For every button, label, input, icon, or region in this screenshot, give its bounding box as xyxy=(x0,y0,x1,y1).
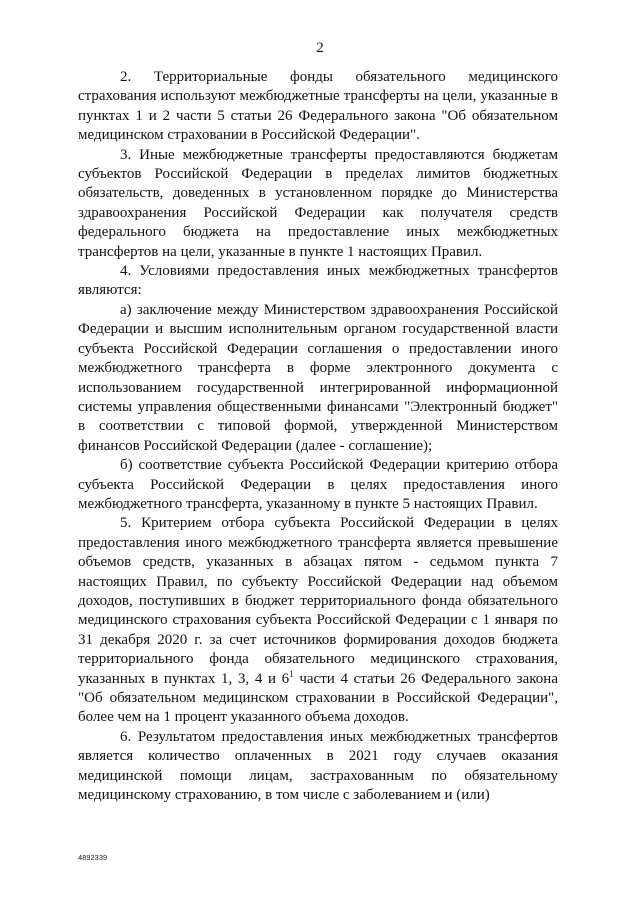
page-number: 2 xyxy=(316,40,324,56)
paragraph-4b: б) соответствие субъекта Российской Федерации критерию отбора субъекта Российской Федерации в целях предоставления иного межбюджетного трансферта, указанному в пункте 5 настоящих Правил. xyxy=(78,457,558,512)
paragraph-4: 4. Условиями предоставления иных межбюджетных трансфертов являются: xyxy=(78,263,558,299)
paragraph-4a: а) заключение между Министерством здравоохранения Российской Федерации и высшим исполнительным органом государственной власти субъекта Российской Федерации соглашения о предоставлении иного межбюджетного трансферта в форме электронного документа с использованием государственной интегрированной информационной системы управления общественными финансами "Электронный бюджет" в соответствии с типовой формой, утвержденной Министерством финансов Российской Федерации (далее - соглашение); xyxy=(78,301,558,454)
paragraph-5 xyxy=(78,514,558,727)
document-body xyxy=(78,68,558,805)
paragraph-5-head: 5. Критерием отбора субъекта Российской Федерации в целях предоставления иного межбюджетного трансферта является превышение объемов средств, указанных в абзацах пятом - седьмом пункта 7 настоящих Правил, по субъекту Российской Федерации над объемом доходов, поступивших в бюджет территориального фонда обязательного медицинского страхования субъекта Российской Федерации с 1 января по 31 декабря 2020 г. за счет источников формирования доходов бюджета территориального фонда обязательного медицинского страхования, указанных в пунктах 1, 3, 4 и 6 xyxy=(78,515,558,687)
paragraph-6: 6. Результатом предоставления иных межбюджетных трансфертов является количество оплаченных в 2021 году случаев оказания медицинской помощи лицам, застрахованным по обязательному медицинскому страхованию, в том числе с заболеванием и (или) xyxy=(78,728,558,804)
paragraph-5-tail: части 4 статьи 26 Федерального закона "Об обязательном медицинском страховании в Российской Федерации", более чем на 1 процент указанного объема доходов. xyxy=(78,670,558,726)
paragraph-3: 3. Иные межбюджетные трансферты предоставляются бюджетам субъектов Российской Федерации в пределах лимитов бюджетных обязательств, доведенных в установленном порядке до Министерства здравоохранения Российской Федерации как получателя средств федерального бюджета на предоставление иных межбюджетных трансфертов на цели, указанные в пункте 1 настоящих Правил. xyxy=(78,146,558,260)
document-id: 4892339 xyxy=(78,853,108,862)
superscript-1: 1 xyxy=(289,668,294,679)
paragraph-2: 2. Территориальные фонды обязательного медицинского страхования используют межбюджетные трансферты на цели, указанные в пунктах 1 и 2 части 5 статьи 26 Федерального закона "Об обязательном медицинском страховании в Российской Федерации". xyxy=(78,69,558,144)
